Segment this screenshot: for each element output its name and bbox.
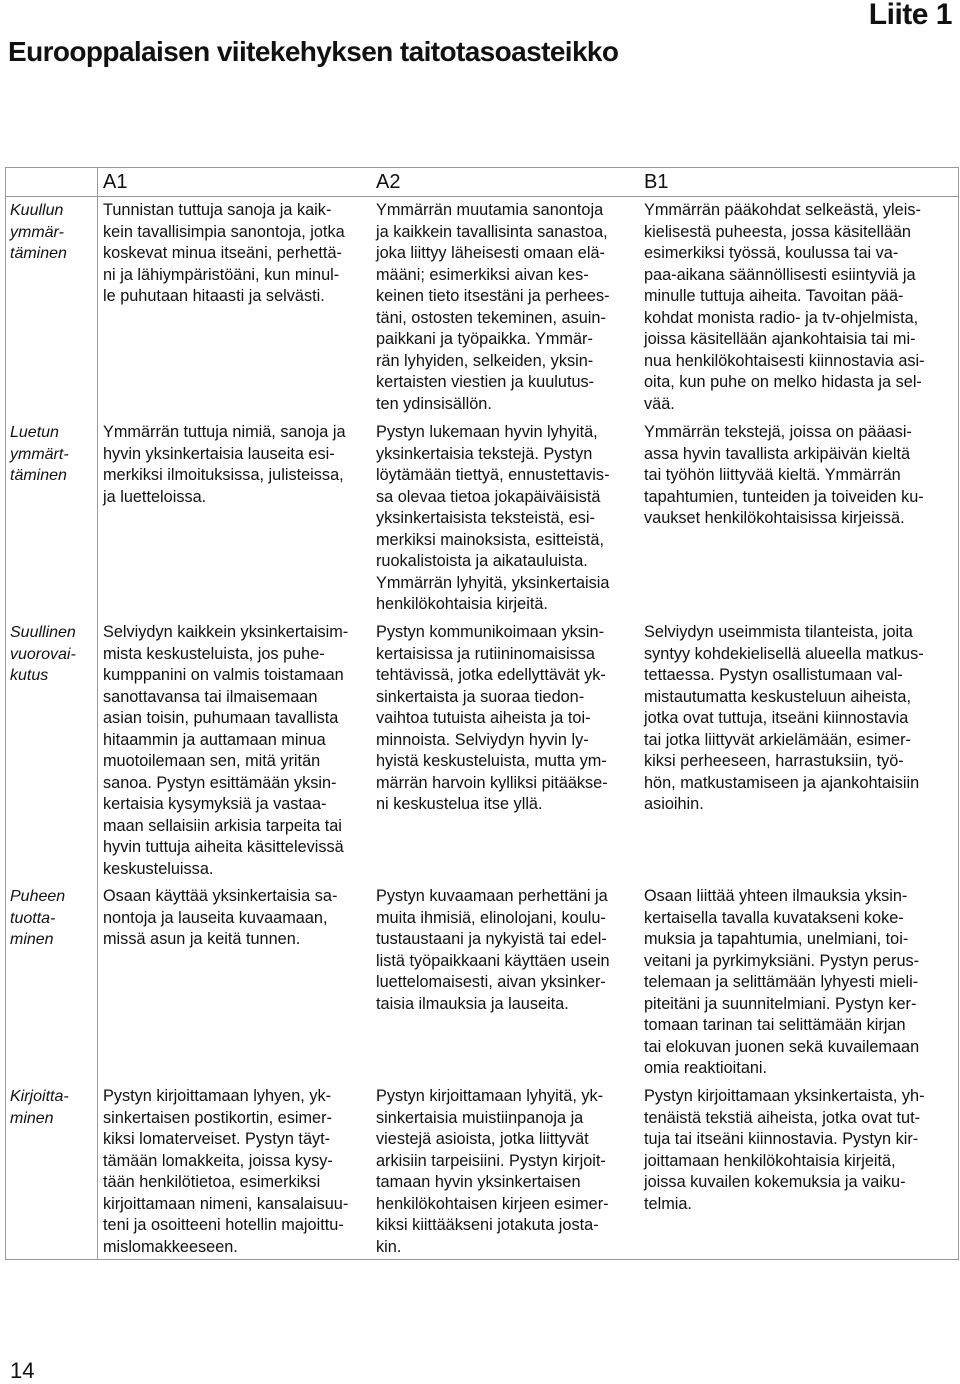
- cell-reading-a2: Pystyn lukemaan hyvin lyhyitä, yksinkertaisia tekstejä. Pystyn löytämään tiettyä, ennustettavis- sa olevaa tietoa jokapäiväisistä yksinkertaisista teksteistä, esi- merkiksi mainoksista, esitteistä, ruokalistoista ja aikatauluista. Ymmärrän lyhyitä, yksinkertaisia henkilökohtaisia kirjeitä.: [376, 423, 610, 613]
- cell-listening-a2: Ymmärrän muutamia sanontoja ja kaikkein tavallisinta sanastoa, joka liittyy läheisesti omaan elä- määni; esimerkiksi aivan kes- keinen tieto itsestäni ja perhees- täni, ostosten tekeminen, asuin- paikkani ja työpaikka. Ymmär- rän lyhyiden, selkeiden, yksin- kertaisten viestien ja kuulutus- ten ydinsisällön.: [376, 201, 610, 413]
- appendix-label: Liite 1: [868, 0, 952, 31]
- cell-reading-a1: Ymmärrän tuttuja nimiä, sanoja ja hyvin yksinkertaisia lauseita esi- merkiksi ilmoituksissa, julisteissa, ja luetteloissa.: [103, 423, 346, 506]
- page-title: Eurooppalaisen viitekehyksen taitotasoasteikko: [8, 36, 619, 67]
- cell-listening-a1: Tunnistan tuttuja sanoja ja kaik- kein tavallisimpia sanontoja, jotka koskevat minua itseäni, perhettä- ni ja lähiympäristöäni, kun minul- le puhutaan hitaasti ja selvästi.: [103, 201, 345, 305]
- cell-interaction-b1: Selviydyn useimmista tilanteista, joita syntyy kohdekielisellä alueella matkus- tettaessa. Pystyn osallistumaan val- mistautumatta keskusteluun aiheista, jotka ovat tuttuja, itseäni kiinnostavia tai jotka liittyvät arkielämään, esimer- kiksi perheeseen, harrastuksiin, työ- hön, matkustamiseen ja ajankohtaisiin asioihin.: [644, 623, 924, 813]
- cell-reading-b1: Ymmärrän tekstejä, joissa on pääasi- assa hyvin tavallista arkipäivän kieltä tai työhön liittyvää kieltä. Ymmärrän tapahtumien, tunteiden ja toiveiden ku- vaukset henkilökohtaisissa kirjeissä.: [644, 423, 924, 527]
- cell-writing-a1: Pystyn kirjoittamaan lyhyen, yk- sinkertaisen postikortin, esimer- kiksi lomaterveiset. Pystyn täyt- tämään lomakkeita, joissa kysy- tään henkilötietoa, esimerkiksi kirjoittamaan nimeni, kansalaisuu- teni ja osoitteeni hotellin majoittu- mislomakkeeseen.: [103, 1087, 349, 1256]
- row-label-listening: Kuullun ymmär- täminen: [10, 202, 67, 262]
- column-header-a2: A2: [376, 171, 401, 193]
- page-number: 14: [10, 1358, 35, 1383]
- row-label-writing: Kirjoitta- minen: [10, 1088, 69, 1127]
- cell-production-a2: Pystyn kuvaamaan perhettäni ja muita ihmisiä, elinolojani, koulu- tustaustaani ja nykyistä tai edel- listä työpaikkaani käyttäen usein luettelomaisesti, aivan yksinker- taisia ilmauksia ja lauseita.: [376, 887, 610, 1013]
- table-divider: [6, 196, 958, 197]
- column-header-b1: B1: [644, 171, 669, 193]
- cell-writing-b1: Pystyn kirjoittamaan yksinkertaista, yh- tenäistä tekstiä aiheista, jotka ovat tut- tuja tai itseäni kiinnostavia. Pystyn kir- joittamaan henkilökohtaisia kirjeitä, joissa kuvailen kokemuksia ja vaiku- telmia.: [644, 1087, 925, 1213]
- row-label-reading: Luetun ymmärt- täminen: [10, 424, 69, 484]
- cell-interaction-a1: Selviydyn kaikkein yksinkertaisim- mista keskusteluista, jos puhe- kumppanini on valmis toistamaan sanottavansa tai ilmaisemaan asian toisin, puhumaan tavallista hitaammin ja auttamaan minua muotoilemaan sen, mitä yritän sanoa. Pystyn esittämään yksin- kertaisia kysymyksiä ja vastaa- maan sellaisiin arkisia tarpeita tai hyvin tuttuja aiheita käsittelevissä keskusteluissa.: [103, 623, 349, 878]
- cell-production-a1: Osaan käyttää yksinkertaisia sa- nontoja ja lauseita kuvaamaan, missä asun ja keitä tunnen.: [103, 887, 338, 948]
- column-header-a1: A1: [103, 171, 128, 193]
- table-divider: [97, 168, 98, 1259]
- cell-listening-b1: Ymmärrän pääkohdat selkeästä, yleis- kielisestä puheesta, jossa käsitellään esimerkiksi työssä, koulussa tai va- paa-aikana säännöllisesti esiintyviä ja minulle tuttuja aiheita. Tavoitan pää- kohdat monista radio- ja tv-ohjelmista, joissa käsitellään ajankohtaisia tai mi- nua henkilökohtaisesti kiinnostavia asi- oita, kun puhe on melko hidasta ja sel- vää.: [644, 201, 925, 413]
- row-label-spoken-interaction: Suullinen vuorovai- kutus: [10, 624, 76, 684]
- row-label-spoken-production: Puheen tuotta- minen: [10, 888, 66, 948]
- cell-interaction-a2: Pystyn kommunikoimaan yksin- kertaisissa ja rutiininomaisissa tehtävissä, jotka edellyttävät yk- sinkertaista ja suoraa tiedon- vaihtoa tutuista aiheista ja toi- minnoista. Selviydyn hyvin ly- hyistä keskusteluista, mutta ym- märrän harvoin kylliksi pitääkse- ni keskustelua itse yllä.: [376, 623, 608, 813]
- cell-production-b1: Osaan liittää yhteen ilmauksia yksin- kertaisella tavalla kuvatakseni koke- muksia ja tapahtumia, unelmiani, toi- veitani ja pyrkimyksiäni. Pystyn perus- telemaan ja selittämään lyhyesti mieli- piteitäni ja suunnitelmiani. Pystyn ker- tomaan tarinan tai selittämään kirjan tai elokuvan juonen sekä kuvailemaan omia reaktioitani.: [644, 887, 920, 1077]
- cell-writing-a2: Pystyn kirjoittamaan lyhyitä, yk- sinkertaisia muistiinpanoja ja viestejä asioista, jotka liittyvät arkisiin tarpeisiini. Pystyn kirjoit- tamaan hyvin yksinkertaisen henkilökohtaisen kirjeen esimer- kiksi kiittääkseni jotakuta josta- kin.: [376, 1087, 609, 1256]
